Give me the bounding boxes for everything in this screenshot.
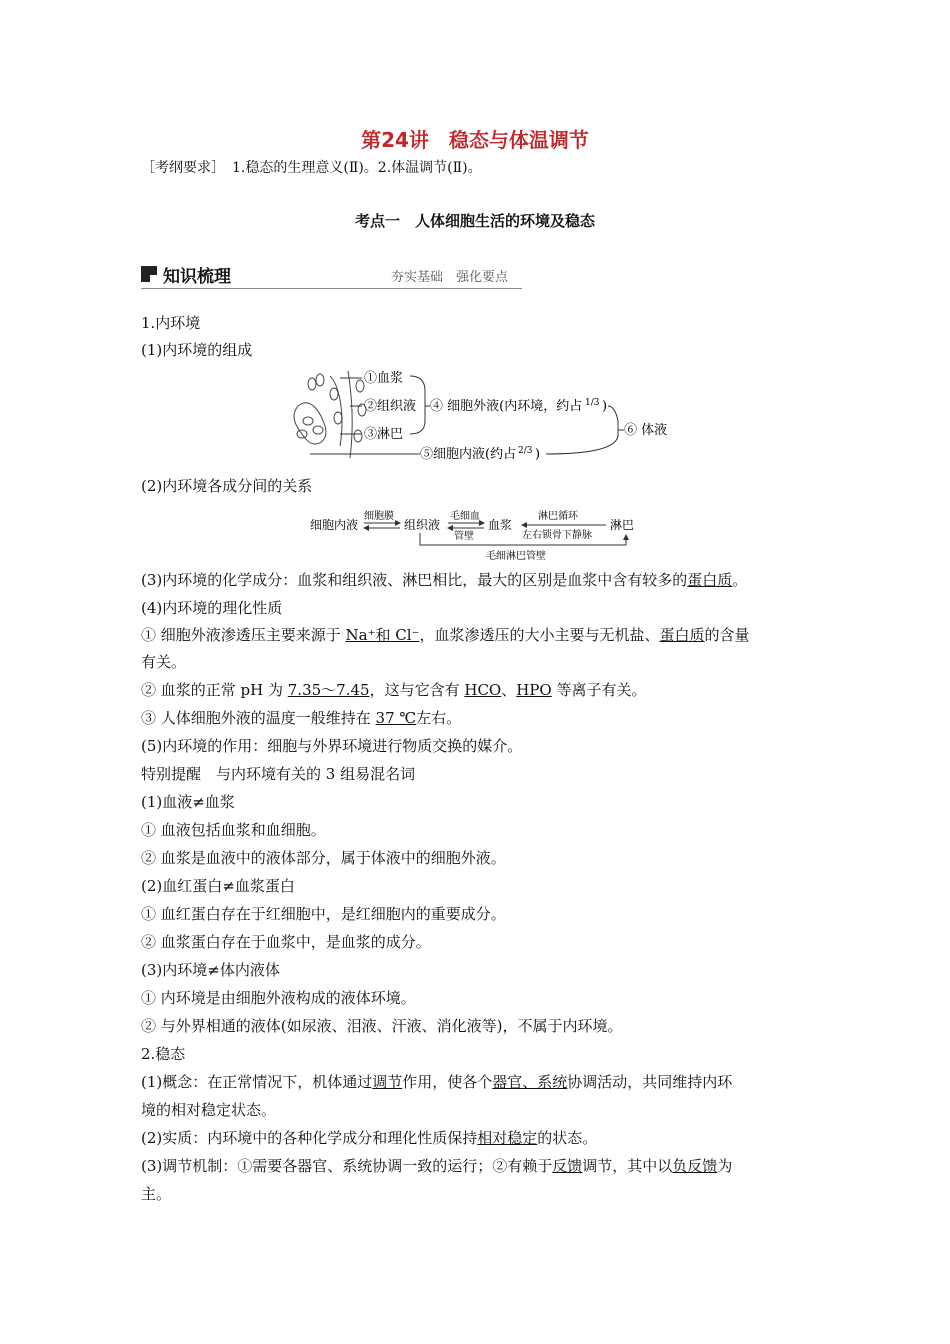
text-line: [141, 1072, 732, 1092]
text-span: 调节，其中以: [582, 1157, 673, 1175]
plasma-node: 血浆: [488, 518, 513, 532]
text-line: 境的相对稳定状态。: [141, 1101, 277, 1119]
text-line: (4)内环境的理化性质: [141, 599, 283, 617]
text-span: 左右。: [416, 709, 462, 727]
text-line: ② 与外界相通的液体(如尿液、泪液、汗液、消化液等)，不属于内环境。: [141, 1017, 623, 1035]
svg-text:): ): [602, 399, 608, 414]
text-span: 协调活动，共同维持内环: [567, 1073, 733, 1091]
plasma-label: ①血浆: [364, 371, 404, 386]
text-line: [141, 708, 461, 728]
answer-blank: 相对稳定: [477, 1129, 538, 1147]
text-line: ② 血浆蛋白存在于血浆中，是血浆的成分。: [141, 933, 431, 951]
text-span: 等离子有关。: [551, 681, 647, 699]
text-line: 1.内环境: [141, 314, 201, 332]
text-line: [141, 680, 647, 700]
text-line: 主。: [141, 1185, 172, 1203]
composition-diagram: [290, 366, 668, 470]
banner-divider: [141, 288, 522, 289]
text-line: ① 血液包括血浆和血细胞。: [141, 821, 326, 839]
text-span: 作用，使各个: [402, 1073, 493, 1091]
text-span: 的含量: [704, 626, 750, 644]
text-line: (3)内环境≠体内液体: [141, 961, 280, 979]
text-line: [141, 1156, 732, 1176]
answer-blank: 负反馈: [672, 1157, 718, 1175]
text-span: ，这与它含有: [369, 681, 465, 699]
lymph-capillary-label: 毛细淋巴管壁: [486, 551, 546, 562]
relationship-diagram: [310, 507, 650, 565]
text-span: 。: [732, 571, 748, 589]
text-line: [141, 570, 747, 590]
icf-label: ⑤细胞内液(约占: [420, 447, 517, 462]
text-span: 的状态。: [537, 1129, 598, 1147]
text-span: (1)概念：在正常情况下，机体通过: [141, 1073, 373, 1091]
cell-illustration-icon: [294, 371, 366, 458]
text-line: (2)血红蛋白≠血浆蛋白: [141, 877, 295, 895]
text-line: (5)内环境的作用：细胞与外界环境进行物质交换的媒介。: [141, 737, 523, 755]
text-line: 特别提醒 与内环境有关的 3 组易混名词: [141, 765, 416, 783]
wall-label: 管壁: [454, 531, 474, 542]
icf-node: 细胞内液: [310, 518, 359, 532]
answer-blank: HCO: [464, 681, 502, 699]
banner-heading: 知识梳理: [163, 267, 231, 287]
section-title: 考点一 人体细胞生活的环境及稳态: [354, 212, 595, 230]
icf-fraction: 2/3: [518, 446, 533, 456]
exam-requirements: ［考纲要求］ 1.稳态的生理意义(Ⅱ)。2.体温调节(Ⅱ)。: [141, 160, 482, 176]
text-span: (2)实质：内环境中的各种化学成分和理化性质保持: [141, 1129, 478, 1147]
text-line: (1)血液≠血浆: [141, 793, 235, 811]
lymph-node: 淋巴: [610, 518, 635, 532]
answer-blank: HPO: [516, 681, 552, 699]
tissue-node: 组织液: [404, 518, 441, 532]
text-span: (3)内环境的化学成分：血浆和组织液、淋巴相比，最大的区别是血浆中含有较多的: [141, 571, 688, 589]
text-line: 2.稳态: [141, 1045, 186, 1063]
text-span: 为: [717, 1157, 733, 1175]
banner-square-icon: [141, 266, 157, 282]
subclavian-label: 左右锁骨下静脉: [522, 530, 592, 541]
body-fluid-label: ⑥ 体液: [624, 423, 668, 438]
text-span: ① 细胞外液渗透压主要来源于: [141, 626, 346, 644]
answer-blank: 7.35～7.45: [287, 681, 370, 699]
text-line: (2)内环境各成分间的关系: [141, 477, 313, 495]
lymph-label: ③淋巴: [364, 427, 404, 442]
text-span: ③ 人体细胞外液的温度一般维持在: [141, 709, 376, 727]
answer-blank: 器官、系统: [492, 1073, 568, 1091]
ecf-fraction: 1/3: [585, 398, 600, 408]
answer-blank: Na⁺和 Cl⁻: [345, 626, 420, 644]
answer-blank: 37 ℃: [375, 709, 417, 727]
answer-blank: 调节: [372, 1073, 403, 1091]
page-title: 第24讲 稳态与体温调节: [361, 128, 589, 152]
svg-text:): ): [535, 447, 541, 462]
answer-blank: 蛋白质: [659, 626, 705, 644]
text-line: [141, 625, 750, 645]
membrane-label: 细胞膜: [364, 511, 394, 522]
text-span: ，血浆渗透压的大小主要与无机盐、: [419, 626, 660, 644]
ecf-label: ④ 细胞外液(内环境，约占: [430, 399, 583, 414]
text-span: 、: [501, 681, 517, 699]
tissue-fluid-label: ②组织液: [364, 399, 417, 414]
knowledge-banner: [141, 262, 522, 292]
answer-blank: 蛋白质: [687, 571, 733, 589]
answer-blank: 反馈: [552, 1157, 583, 1175]
text-span: (3)调节机制：①需要各器官、系统协调一致的运行；②有赖于: [141, 1157, 553, 1175]
text-line: 有关。: [141, 653, 187, 671]
text-line: (1)内环境的组成: [141, 341, 253, 359]
text-line: ① 内环境是由细胞外液构成的液体环境。: [141, 989, 416, 1007]
lymph-circ-label: 淋巴循环: [538, 511, 578, 522]
capillary-label: 毛细血: [450, 511, 480, 522]
text-line: [141, 1128, 597, 1148]
text-line: ① 血红蛋白存在于红细胞中，是红细胞内的重要成分。: [141, 905, 506, 923]
text-line: ② 血浆是血液中的液体部分，属于体液中的细胞外液。: [141, 849, 506, 867]
banner-subtitle: 夯实基础 强化要点: [391, 270, 509, 285]
text-span: ② 血浆的正常 pH 为: [141, 681, 288, 699]
